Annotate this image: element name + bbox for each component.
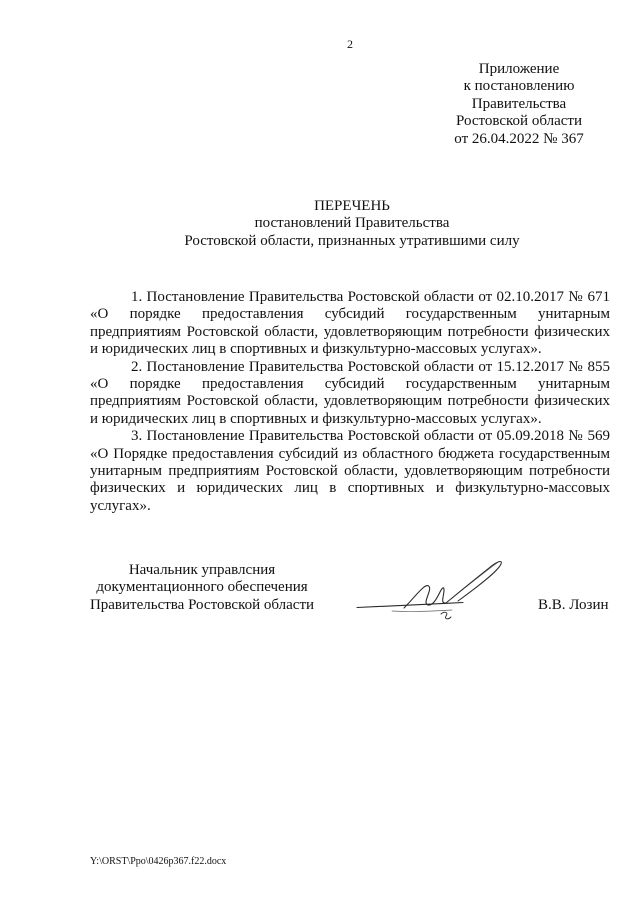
list-item-line: предприятиям Ростовской области, удовлетворяющим потребности физических — [90, 323, 610, 340]
annex-line: Приложение — [478, 61, 560, 77]
list-item-line: «О порядке предоставления субсидий государственным унитарным — [90, 375, 610, 392]
signatory-position-line: Правительства Ростовской области — [89, 596, 315, 613]
signatory-position-line: документационного обеспечения — [96, 579, 308, 596]
annex-line: Правительства — [471, 95, 567, 112]
list-item-line: физических и юридических лиц в спортивных и физкультурно-массовых — [90, 480, 610, 497]
document-subtitle-line: Ростовской области, признанных утратившими силу — [184, 232, 520, 249]
signatory-position — [52, 562, 352, 614]
list-item-line: 2. Постановление Правительства Ростовской области от 15.12.2017 № 855 — [131, 358, 610, 375]
annex-line: Ростовской области — [456, 113, 582, 130]
list-item — [90, 289, 610, 359]
signatory-position-line: Начальник управлсния — [128, 562, 276, 578]
list-item-line: унитарным предприятиям Ростовской области, удовлетворяющим потребности — [90, 462, 610, 479]
list-item-line: предприятиям Ростовской области, удовлетворяющим потребности физических — [90, 393, 610, 410]
list-item — [90, 359, 610, 429]
list-item-line: и юридических лиц в спортивных и физкультурно-массовых услугах». — [90, 341, 542, 358]
list-item — [90, 428, 610, 515]
annex-line: к постановлению — [463, 78, 575, 95]
list-item-line: 3. Постановление Правительства Ростовской области от 05.09.2018 № 569 — [131, 428, 610, 445]
list-item-line: «О порядке предоставления субсидий государственным унитарным — [90, 306, 610, 323]
signatory-name: В.В. Лозин — [538, 597, 609, 613]
list-item-line: услугах». — [90, 497, 151, 514]
list-item-line: и юридических лиц в спортивных и физкультурно-массовых услугах». — [90, 410, 542, 427]
file-path-footer: Y:\ORST\Ppo\0426p367.f22.docx — [90, 856, 227, 867]
repealed-acts-list — [90, 289, 610, 515]
annex-line: от 26.04.2022 № 367 — [454, 130, 584, 147]
document-title-block — [92, 198, 612, 250]
annex-header — [419, 61, 619, 148]
document-title: ПЕРЕЧЕНЬ — [314, 198, 390, 214]
document-subtitle-line: постановлений Правительства — [254, 215, 450, 232]
page-number: 2 — [347, 37, 353, 51]
list-item-line: 1. Постановление Правительства Ростовской области от 02.10.2017 № 671 — [131, 289, 610, 305]
list-item-line: «О Порядке предоставления субсидий из областного бюджета государственным — [90, 445, 610, 462]
handwritten-signature — [350, 552, 510, 624]
